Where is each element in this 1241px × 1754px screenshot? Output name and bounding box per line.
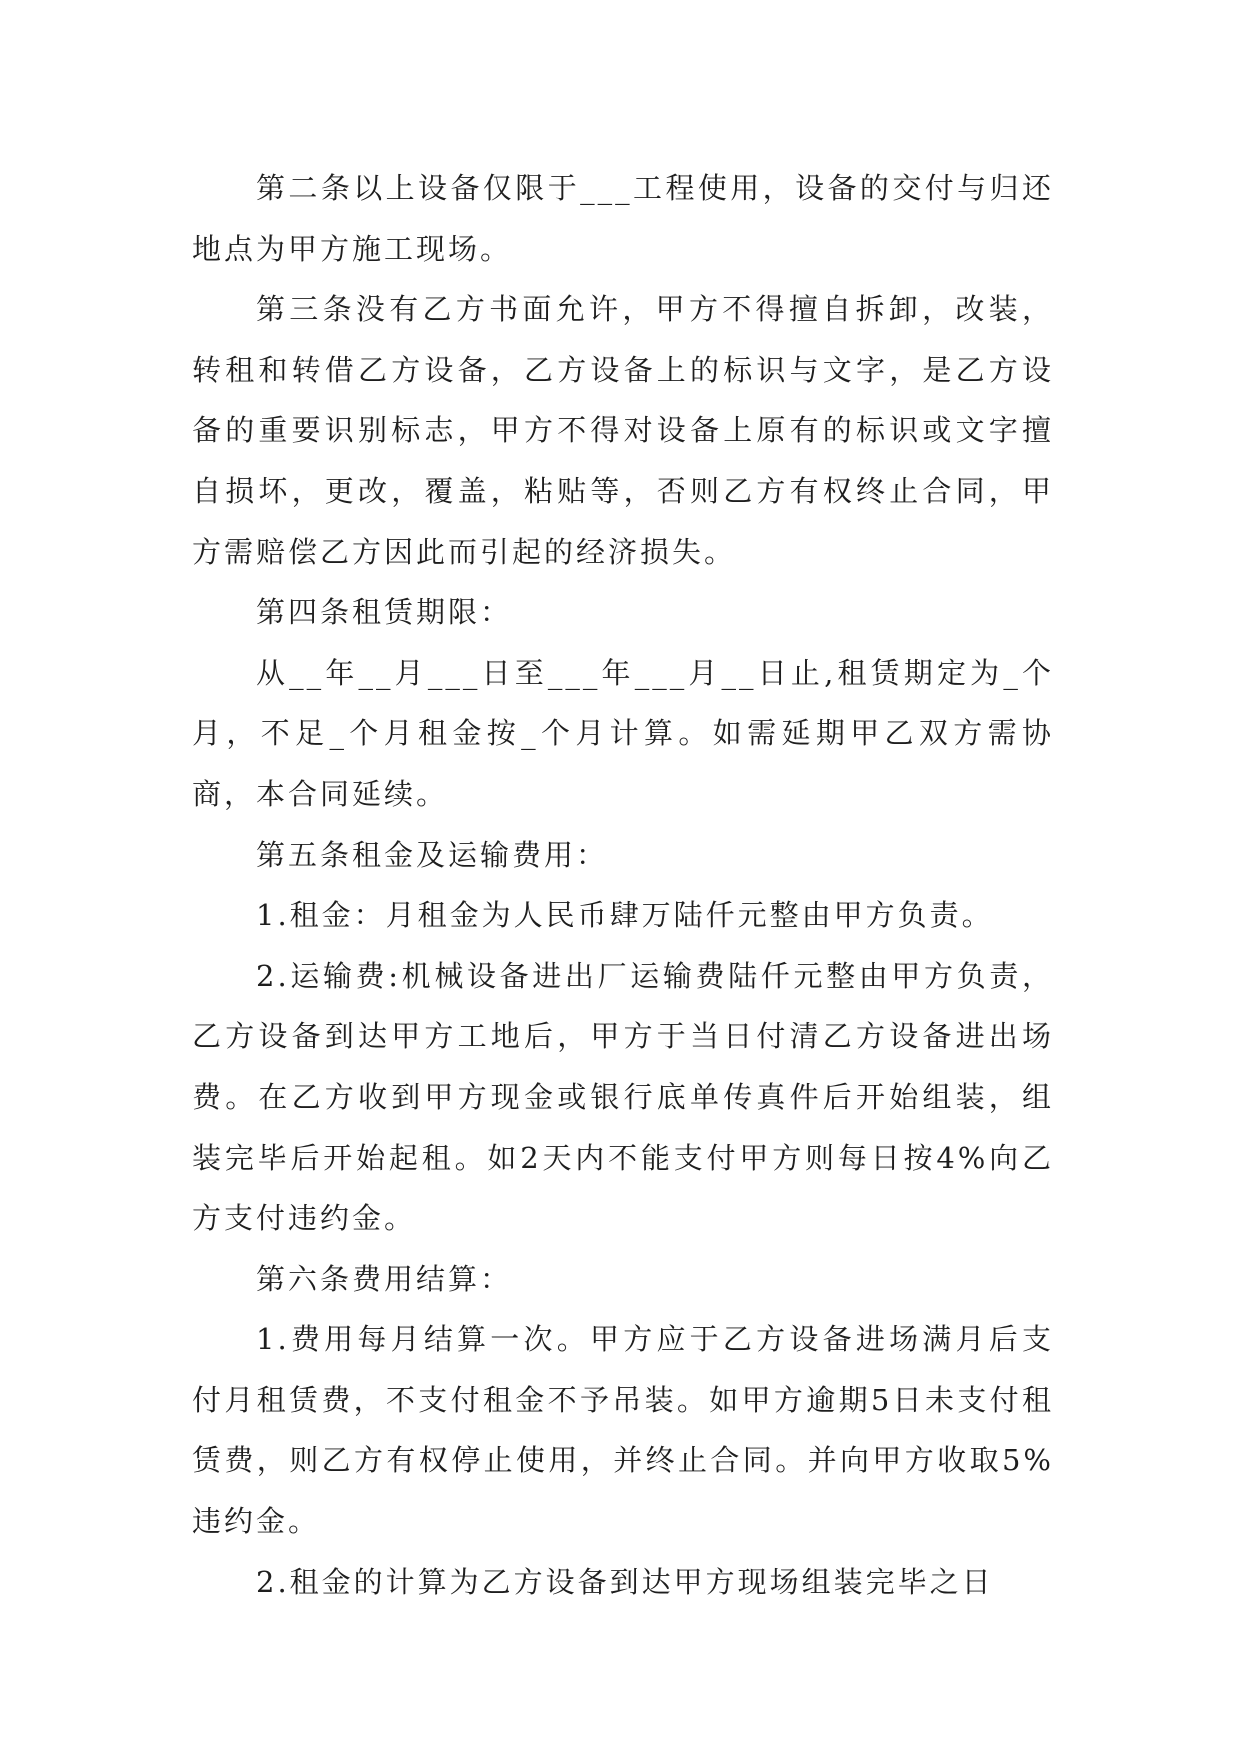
monthly-settlement-paragraph: 1.费用每月结算一次。甲方应于乙方设备进场满月后支付月租赁费，不支付租金不予吊装。如甲方逾期5日未支付租赁费，则乙方有权停止使用，并终止合同。并向甲方收取5%违约金。	[192, 1322, 1054, 1539]
clause-6-heading: 第六条费用结算：	[256, 1261, 513, 1296]
document-body	[192, 158, 1054, 1612]
clause-3-paragraph: 第三条没有乙方书面允许，甲方不得擅自拆卸，改装，转租和转借乙方设备，乙方设备上的标识与文字，是乙方设备的重要识别标志，甲方不得对设备上原有的标识或文字擅自损坏，更改，覆盖，粘贴等，否则乙方有权终止合同，甲方需赔偿乙方因此而引起的经济损失。	[192, 292, 1054, 569]
clause-5-heading: 第五条租金及运输费用：	[256, 837, 609, 872]
lease-term-paragraph: 从__年__月___日至___年___月__日止,租赁期定为_个月，不足_个月租金按_个月计算。如需延期甲乙双方需协商，本合同延续。	[192, 655, 1054, 811]
clause-4-heading: 第四条租赁期限：	[256, 595, 513, 630]
transport-fee-paragraph: 2.运输费:机械设备进出厂运输费陆仟元整由甲方负责，乙方设备到达甲方工地后，甲方于当日付清乙方设备进出场费。在乙方收到甲方现金或银行底单传真件后开始组装，组装完毕后开始起租。如2天内不能支付甲方则每日按4%向乙方支付违约金。	[192, 958, 1054, 1236]
clause-2-paragraph: 第二条以上设备仅限于___工程使用，设备的交付与归还地点为甲方施工现场。	[192, 171, 1054, 266]
rent-calculation-paragraph: 2.租金的计算为乙方设备到达甲方现场组装完毕之日	[256, 1564, 994, 1599]
rent-paragraph: 1.租金：月租金为人民币肆万陆仟元整由甲方负责。	[256, 898, 994, 933]
